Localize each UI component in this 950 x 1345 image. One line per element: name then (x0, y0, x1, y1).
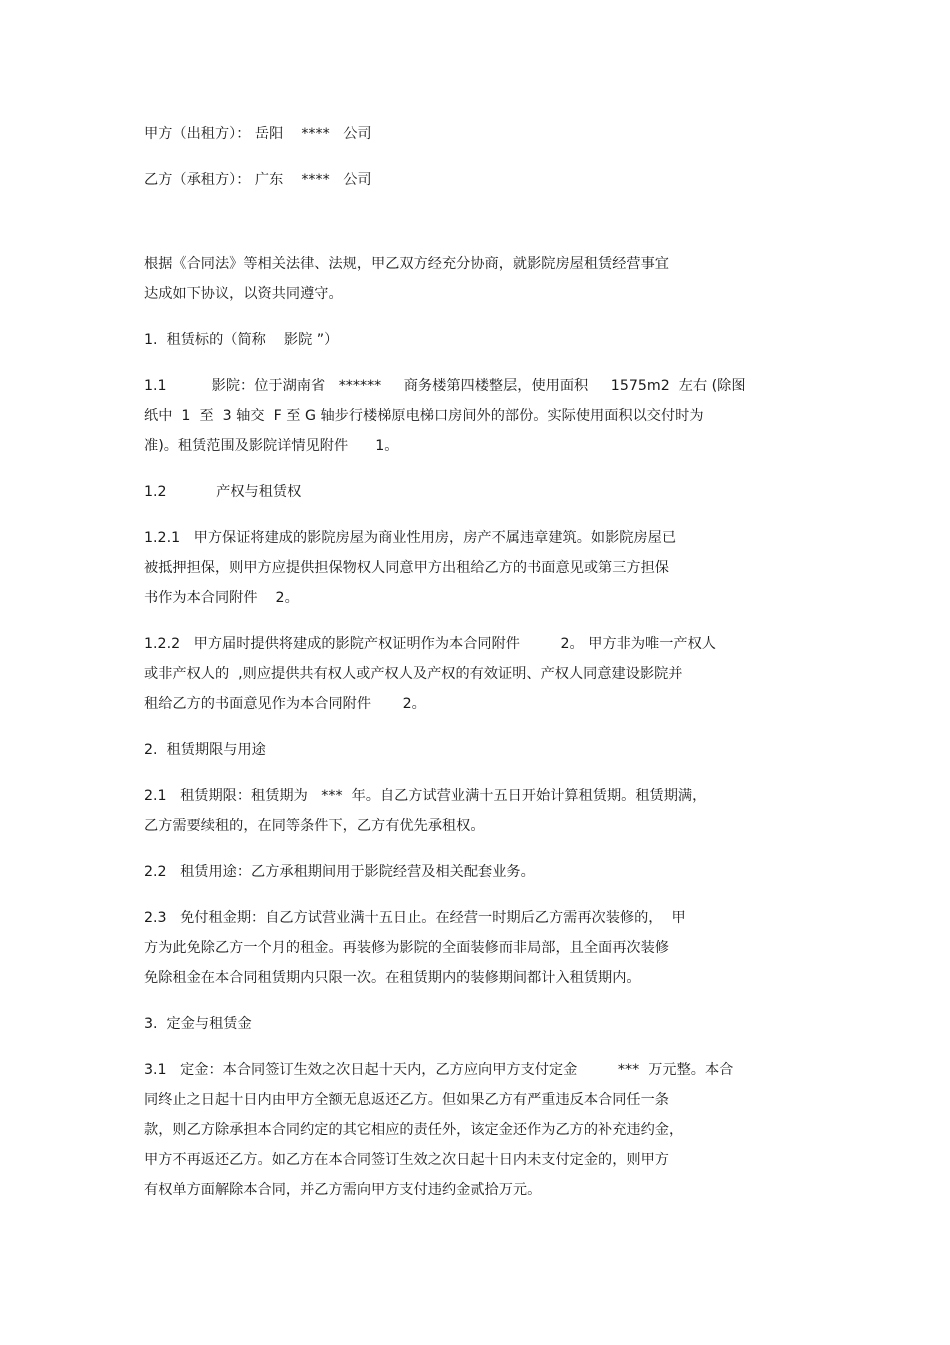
clause-1-1-line-3: 准)。租赁范围及影院详情见附件 1。 (144, 438, 399, 454)
clause-2-1-line-2: 乙方需要续租的，在同等条件下，乙方有优先承租权。 (144, 818, 485, 834)
clause-1-2-2-line-3: 租给乙方的书面意见作为本合同附件 2。 (144, 696, 426, 712)
section-3-heading: 3. 定金与租赁金 (144, 1016, 252, 1032)
clause-1-2-2-line-1: 1.2.2 甲方届时提供将建成的影院产权证明作为本合同附件 2。 甲方非为唯一产权人 (144, 636, 716, 652)
clause-1-2-1-line-2: 被抵押担保，则甲方应提供担保物权人同意甲方出租给乙方的书面意见或第三方担保 (144, 560, 669, 576)
clause-2-3-line-1: 2.3 免付租金期：自乙方试营业满十五日止。在经营一时期后乙方需再次装修的， 甲 (144, 910, 686, 926)
clause-1-2-1-line-1: 1.2.1 甲方保证将建成的影院房屋为商业性用房，房产不属违章建筑。如影院房屋已 (144, 530, 677, 546)
clause-1-2-1-line-3: 书作为本合同附件 2。 (144, 590, 299, 606)
clause-3-1-line-5: 有权单方面解除本合同，并乙方需向甲方支付违约金贰拾万元。 (144, 1182, 542, 1198)
section-1-heading: 1. 租赁标的（简称 影院 ”） (144, 332, 339, 348)
clause-1-2-2-line-2: 或非产权人的 ,则应提供共有权人或产权人及产权的有效证明、产权人同意建设影院并 (144, 666, 683, 682)
party-a-line: 甲方（出租方）： 岳阳 **** 公司 (144, 126, 372, 142)
clause-3-1-line-2: 同终止之日起十日内由甲方全额无息返还乙方。但如果乙方有严重违反本合同任一条 (144, 1092, 669, 1108)
clause-1-2-heading: 1.2 产权与租赁权 (144, 484, 302, 500)
clause-2-3-line-2: 方为此免除乙方一个月的租金。再装修为影院的全面装修而非局部，且全面再次装修 (144, 940, 669, 956)
party-b-line: 乙方（承租方）： 广东 **** 公司 (144, 172, 372, 188)
clause-3-1-line-1: 3.1 定金：本合同签订生效之次日起十天内，乙方应向甲方支付定金 *** 万元整。本合 (144, 1062, 734, 1078)
clause-1-1-line-1: 1.1 影院：位于湖南省 ****** 商务楼第四楼整层，使用面积 1575m2 左右 (除图 (144, 378, 746, 394)
clause-1-1-line-2: 纸中 1 至 3 轴交 F 至 G 轴步行楼梯原电梯口房间外的部份。实际使用面积以交付时为 (144, 408, 704, 424)
preamble-line-1: 根据《合同法》等相关法律、法规，甲乙双方经充分协商，就影院房屋租赁经营事宜 (144, 256, 669, 272)
preamble-line-2: 达成如下协议，以资共同遵守。 (144, 286, 343, 302)
clause-2-2-line-1: 2.2 租赁用途：乙方承租期间用于影院经营及相关配套业务。 (144, 864, 535, 880)
section-2-heading: 2. 租赁期限与用途 (144, 742, 266, 758)
clause-2-3-line-3: 免除租金在本合同租赁期内只限一次。在租赁期内的装修期间都计入租赁期内。 (144, 970, 641, 986)
clause-2-1-line-1: 2.1 租赁期限：租赁期为 *** 年。自乙方试营业满十五日开始计算租赁期。租赁期满， (144, 788, 707, 804)
clause-3-1-line-3: 款，则乙方除承担本合同约定的其它相应的责任外，该定金还作为乙方的补充违约金， (144, 1122, 684, 1138)
clause-3-1-line-4: 甲方不再返还乙方。如乙方在本合同签订生效之次日起十日内未支付定金的，则甲方 (144, 1152, 669, 1168)
